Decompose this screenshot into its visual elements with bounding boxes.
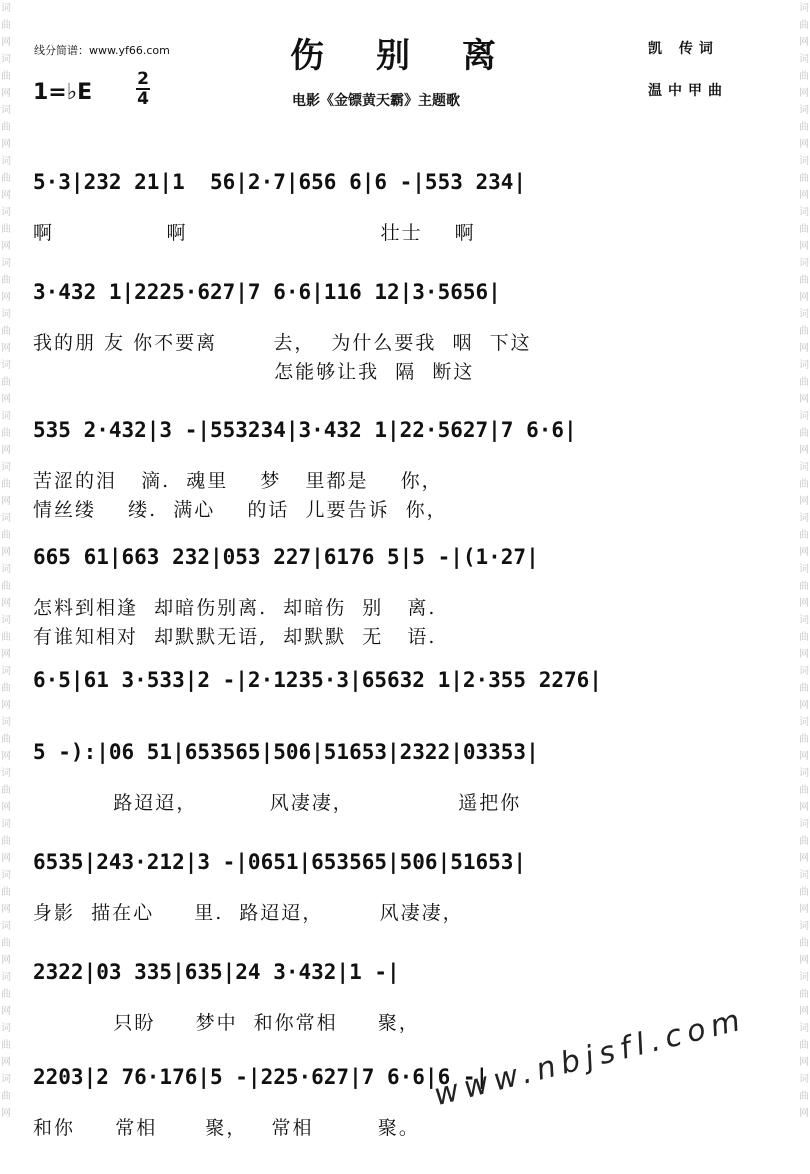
notation-text: 5·3|232 21|1 56|2·7|656 6|6 -|553 234|: [33, 170, 527, 194]
score-line: [33, 1065, 778, 1140]
lyric-line: 只盼 梦中 和你常相 聚，: [33, 1012, 420, 1034]
side-glyph: 网: [1, 1057, 11, 1068]
side-glyph: 词: [1, 666, 11, 677]
side-glyph: 网: [1, 1108, 11, 1119]
left-border-watermark: [0, 0, 12, 1174]
side-glyph: 词: [799, 207, 809, 218]
song-title: 伤别离: [290, 36, 548, 76]
side-glyph: 词: [1, 258, 11, 269]
side-glyph: 曲: [1, 71, 11, 82]
side-glyph: 网: [1, 853, 11, 864]
side-glyph: 词: [1, 972, 11, 983]
side-glyph: 网: [1, 343, 11, 354]
side-glyph: 曲: [799, 173, 809, 184]
side-glyph: 曲: [1, 326, 11, 337]
side-glyph: 曲: [1, 938, 11, 949]
side-glyph: 曲: [799, 377, 809, 388]
side-glyph: 网: [799, 802, 809, 813]
side-glyph: 词: [1, 717, 11, 728]
side-glyph: 网: [1, 1006, 11, 1017]
side-glyph: 网: [799, 1057, 809, 1068]
side-glyph: 曲: [799, 1091, 809, 1102]
side-glyph: 网: [799, 139, 809, 150]
side-glyph: 词: [799, 513, 809, 524]
side-glyph: 词: [799, 972, 809, 983]
side-glyph: 网: [1, 955, 11, 966]
side-glyph: 词: [799, 1023, 809, 1034]
side-glyph: 曲: [1, 377, 11, 388]
lyric-line: 啊 啊 壮士 啊: [33, 222, 476, 244]
side-glyph: 词: [1, 54, 11, 65]
side-glyph: 曲: [1, 734, 11, 745]
side-glyph: 曲: [799, 326, 809, 337]
side-glyph: 词: [799, 666, 809, 677]
lyric-line: 情丝缕 缕. 满心 的话 儿要告诉 你，: [33, 499, 448, 521]
lyric-line: 苦涩的泪 滴. 魂里 梦 里都是 你，: [33, 470, 443, 492]
side-glyph: 曲: [1, 989, 11, 1000]
side-glyph: 曲: [1, 632, 11, 643]
lyric-line: 怎能够让我 隔 断这: [33, 361, 475, 383]
side-glyph: 网: [1, 751, 11, 762]
score-line: [33, 850, 778, 925]
side-glyph: 曲: [1, 275, 11, 286]
side-glyph: 曲: [1, 122, 11, 133]
side-glyph: 曲: [799, 683, 809, 694]
side-glyph: 网: [1, 649, 11, 660]
side-glyph: 词: [1, 207, 11, 218]
side-glyph: 曲: [799, 275, 809, 286]
side-glyph: 网: [799, 88, 809, 99]
side-glyph: 网: [1, 700, 11, 711]
side-glyph: 网: [799, 955, 809, 966]
notation-text: 2322|03 335|635|24 3·432|1 -|: [33, 960, 400, 984]
side-glyph: 词: [799, 105, 809, 116]
side-glyph: 词: [799, 309, 809, 320]
side-glyph: 词: [1, 3, 11, 14]
side-glyph: 网: [799, 190, 809, 201]
side-glyph: 词: [799, 1074, 809, 1085]
side-glyph: 词: [1, 360, 11, 371]
side-glyph: 网: [1, 241, 11, 252]
side-glyph: 曲: [799, 122, 809, 133]
side-glyph: 曲: [1, 836, 11, 847]
site-credit: 线分简谱：www.yf66.com: [34, 44, 170, 57]
lyric-line: 路迢迢， 风凄凄， 遥把你: [33, 792, 522, 814]
side-glyph: 词: [799, 3, 809, 14]
side-glyph: 网: [799, 394, 809, 405]
side-glyph: 网: [1, 598, 11, 609]
side-glyph: 词: [1, 819, 11, 830]
side-glyph: 网: [799, 343, 809, 354]
side-glyph: 曲: [799, 71, 809, 82]
notation-text: 665 61|663 232|053 227|6176 5|5 -|(1·27|: [33, 545, 539, 569]
side-glyph: 曲: [799, 20, 809, 31]
side-glyph: 词: [1, 564, 11, 575]
side-glyph: 词: [1, 921, 11, 932]
lyricist-credit: 凯 传词: [648, 41, 719, 57]
side-glyph: 曲: [1, 1091, 11, 1102]
side-glyph: 词: [1, 411, 11, 422]
side-glyph: 网: [1, 37, 11, 48]
side-glyph: 词: [799, 156, 809, 167]
side-glyph: 网: [799, 496, 809, 507]
score-line: [33, 668, 778, 694]
side-glyph: 网: [1, 547, 11, 558]
score-line: [33, 545, 778, 649]
side-glyph: 网: [1, 292, 11, 303]
side-glyph: 网: [1, 802, 11, 813]
side-glyph: 词: [799, 462, 809, 473]
side-glyph: 网: [799, 292, 809, 303]
side-glyph: 词: [1, 156, 11, 167]
time-bottom: 4: [137, 89, 149, 109]
site-watermark: www.nbjsfl.com: [430, 1001, 750, 1114]
side-glyph: 词: [1, 513, 11, 524]
film-subtitle: 电影《金镖黄天霸》主题歌: [292, 93, 460, 109]
side-glyph: 曲: [1, 173, 11, 184]
notation-text: 6535|243·212|3 -|0651|653565|506|51653|: [33, 850, 527, 874]
side-glyph: 网: [799, 37, 809, 48]
side-glyph: 词: [1, 105, 11, 116]
notation-text: 3·432 1|2225·627|7 6·6|116 12|3·5656|: [33, 280, 501, 304]
side-glyph: 曲: [1, 224, 11, 235]
side-glyph: 曲: [1, 479, 11, 490]
side-glyph: 词: [799, 360, 809, 371]
side-glyph: 词: [799, 921, 809, 932]
side-glyph: 词: [1, 768, 11, 779]
side-glyph: 网: [799, 751, 809, 762]
side-glyph: 词: [799, 258, 809, 269]
side-glyph: 网: [1, 394, 11, 405]
score-line: [33, 418, 778, 522]
side-glyph: 曲: [799, 836, 809, 847]
side-glyph: 词: [1, 615, 11, 626]
side-glyph: 词: [799, 411, 809, 422]
side-glyph: 曲: [1, 887, 11, 898]
side-glyph: 网: [1, 139, 11, 150]
side-glyph: 曲: [1, 530, 11, 541]
side-glyph: 词: [799, 717, 809, 728]
side-glyph: 网: [799, 904, 809, 915]
side-glyph: 网: [799, 445, 809, 456]
side-glyph: 词: [1, 462, 11, 473]
lyric-line: 和你 常相 聚， 常相 聚。: [33, 1117, 420, 1139]
side-glyph: 词: [799, 768, 809, 779]
side-glyph: 词: [1, 1023, 11, 1034]
side-glyph: 曲: [799, 581, 809, 592]
side-glyph: 网: [799, 547, 809, 558]
side-glyph: 网: [1, 190, 11, 201]
notation-text: 6·5|61 3·533|2 -|2·1235·3|65632 1|2·355 2276|: [33, 668, 602, 692]
lyric-line: 身影 描在心 里. 路迢迢， 风凄凄，: [33, 902, 464, 924]
side-glyph: 曲: [799, 428, 809, 439]
notation-text: 535 2·432|3 -|553234|3·432 1|22·5627|7 6·6|: [33, 418, 577, 442]
side-glyph: 网: [799, 241, 809, 252]
side-glyph: 网: [1, 904, 11, 915]
side-glyph: 曲: [799, 785, 809, 796]
notation-text: 2203|2 76·176|5 -|225·627|7 6·6|6 -|: [33, 1065, 489, 1089]
side-glyph: 曲: [799, 632, 809, 643]
side-glyph: 词: [1, 309, 11, 320]
lyric-line: 我的朋 友 你不要离 去， 为什么要我 咽 下这: [33, 332, 532, 354]
side-glyph: 词: [1, 1074, 11, 1085]
time-signature: [136, 70, 150, 108]
side-glyph: 词: [1, 870, 11, 881]
side-glyph: 曲: [799, 989, 809, 1000]
side-glyph: 曲: [1, 785, 11, 796]
side-glyph: 曲: [799, 479, 809, 490]
right-border-watermark: [798, 0, 810, 1174]
side-glyph: 网: [799, 853, 809, 864]
side-glyph: 词: [799, 870, 809, 881]
side-glyph: 网: [1, 88, 11, 99]
side-glyph: 曲: [1, 20, 11, 31]
key-signature: 1=♭E: [33, 80, 93, 105]
side-glyph: 网: [799, 1108, 809, 1119]
side-glyph: 曲: [799, 224, 809, 235]
side-glyph: 网: [799, 1006, 809, 1017]
side-glyph: 词: [799, 54, 809, 65]
side-glyph: 网: [799, 649, 809, 660]
time-top: 2: [137, 69, 149, 89]
side-glyph: 网: [799, 598, 809, 609]
composer-credit: 温中甲曲: [648, 83, 728, 99]
side-glyph: 曲: [1, 1040, 11, 1051]
lyric-line: 有谁知相对 却默默无语, 却默默 无 语.: [33, 626, 437, 648]
side-glyph: 曲: [1, 683, 11, 694]
score-line: [33, 740, 778, 815]
lyric-line: 怎料到相逢 却暗伤别离. 却暗伤 别 离.: [33, 597, 437, 619]
side-glyph: 网: [799, 700, 809, 711]
side-glyph: 网: [1, 445, 11, 456]
side-glyph: 曲: [799, 734, 809, 745]
side-glyph: 网: [1, 496, 11, 507]
score-line: [33, 280, 778, 384]
side-glyph: 曲: [799, 530, 809, 541]
side-glyph: 曲: [1, 428, 11, 439]
side-glyph: 曲: [799, 1040, 809, 1051]
side-glyph: 曲: [1, 581, 11, 592]
score-line: [33, 170, 778, 245]
side-glyph: 词: [799, 819, 809, 830]
side-glyph: 曲: [799, 887, 809, 898]
side-glyph: 词: [799, 615, 809, 626]
side-glyph: 词: [799, 564, 809, 575]
side-glyph: 曲: [799, 938, 809, 949]
notation-text: 5 -):|06 51|653565|506|51653|2322|03353|: [33, 740, 539, 764]
